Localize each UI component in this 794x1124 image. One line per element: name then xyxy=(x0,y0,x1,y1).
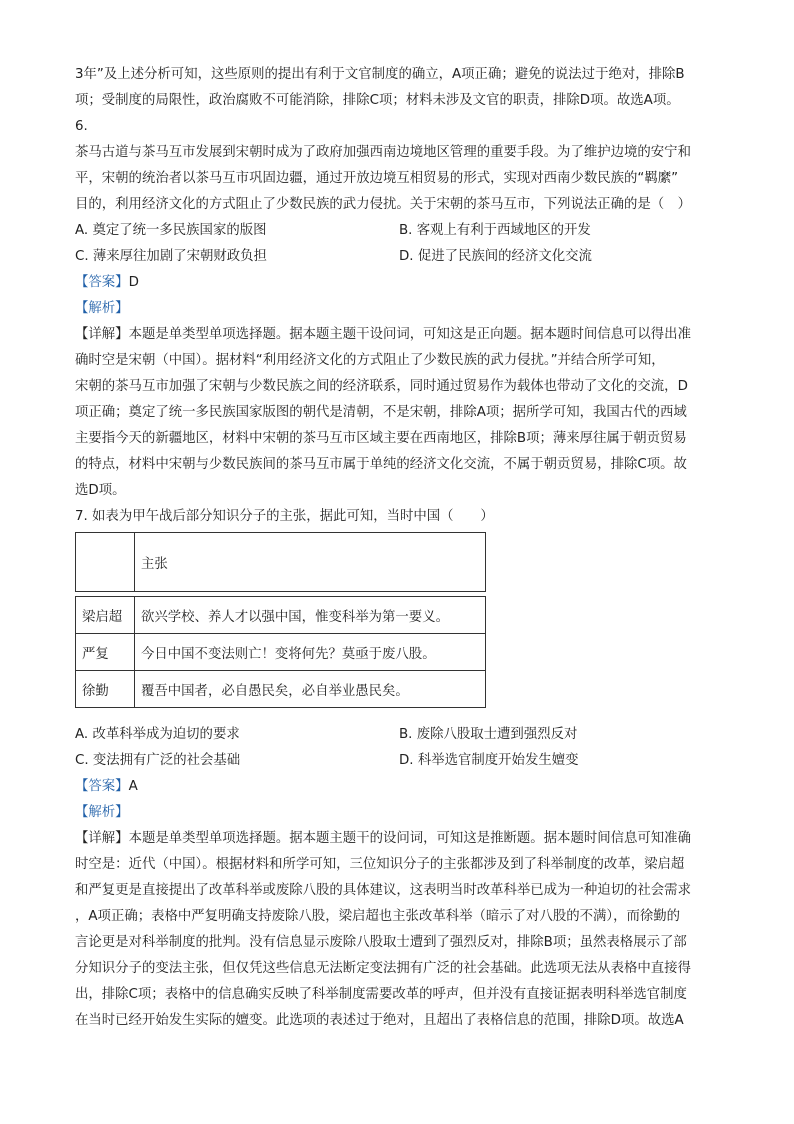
detail-line: 出，排除C项；表格中的信息确实反映了科举制度需要改革的呼声，但并没有直接证据表明科举选官制度 xyxy=(75,987,687,1002)
detail-line: 【详解】本题是单类型单项选择题。据本题主题干的设问词，可知这是推断题。据本题时间信息可知准确 xyxy=(75,831,691,846)
table-row xyxy=(76,671,486,708)
detail-tag: 【详解】 xyxy=(75,327,129,342)
question-7-stem: 7. 如表为甲午战后部分知识分子的主张，据此可知，当时中国（ ） xyxy=(75,509,494,524)
detail-line: ，A项正确；表格中严复明确支持废除八股，梁启超也主张改革科举（暗示了对八股的不满），而徐勤的 xyxy=(75,909,681,924)
question-6-stem: 茶马古道与茶马互市发展到宋朝时成为了政府加强西南边境地区管理的重要手段。为了维护边境的安宁和 xyxy=(75,145,691,160)
table-cell-name: 徐勤 xyxy=(76,671,135,708)
detail-line: 的特点，材料中宋朝与少数民族间的茶马互市属于单纯的经济文化交流，不属于朝贡贸易，排除C项。故 xyxy=(75,457,687,472)
option-c: C. 薄来厚往加剧了宋朝财政负担 xyxy=(75,249,267,264)
detail-line: 和严复更是直接提出了改革科举或废除八股的具体建议，这表明当时改革科举已成为一种迫切的社会需求 xyxy=(75,883,691,898)
question-6-options-row xyxy=(75,218,725,244)
analysis-tag: 【解析】 xyxy=(75,301,129,316)
detail-line: 主要指今天的新疆地区，材料中宋朝的茶马互市区域主要在西南地区，排除B项；薄来厚往属于朝贡贸易 xyxy=(75,431,687,446)
answer-tag: 【答案】 xyxy=(75,779,129,794)
option-b: B. 废除八股取士遭到强烈反对 xyxy=(399,727,578,742)
option-d: D. 促进了民族间的经济文化交流 xyxy=(399,249,592,264)
option-d: D. 科举选官制度开始发生嬗变 xyxy=(399,753,579,768)
question-6-number: 6. xyxy=(75,119,88,134)
option-a: A. 改革科举成为迫切的要求 xyxy=(75,727,240,742)
text-line: 3年”及上述分析可知，这些原则的提出有利于文官制度的确立，A项正确；避免的说法过于绝对，排除B xyxy=(75,67,685,82)
question-6-stem: 目的，利用经济文化的方式阻止了少数民族的武力侵扰。关于宋朝的茶马互市，下列说法正确的是（ ） xyxy=(75,197,691,212)
question-7-options-row xyxy=(75,748,725,774)
knowledge-table xyxy=(75,532,486,708)
answer-value: D xyxy=(128,275,139,290)
detail-line: 分知识分子的变法主张，但仅凭这些信息无法断定变法拥有广泛的社会基础。此选项无法从表格中直接得 xyxy=(75,961,691,976)
question-7-options-row xyxy=(75,722,725,748)
detail-line: 选D项。 xyxy=(75,483,126,498)
table-header-row xyxy=(76,533,486,592)
analysis-tag: 【解析】 xyxy=(75,805,129,820)
question-6-options-row xyxy=(75,244,725,270)
table-row xyxy=(76,597,486,634)
table-header-cell: 主张 xyxy=(135,533,486,592)
table-cell-claim: 覆吾中国者，必自愚民矣，必自举业愚民矣。 xyxy=(135,671,486,708)
answer-value: A xyxy=(128,779,138,794)
table-cell-name: 严复 xyxy=(76,634,135,671)
option-a: A. 奠定了统一多民族国家的版图 xyxy=(75,223,267,238)
answer-line xyxy=(75,270,725,296)
text-line: 项；受制度的局限性，政治腐败不可能消除，排除C项；材料未涉及文官的职责，排除D项。故选A项。 xyxy=(75,93,680,108)
detail-line: 【详解】本题是单类型单项选择题。据本题主题干设问词，可知这是正向题。据本题时间信息可以得出准 xyxy=(75,327,691,342)
detail-line: 宋朝的茶马互市加强了宋朝与少数民族之间的经济联系，同时通过贸易作为载体也带动了文化的交流，D xyxy=(75,379,688,394)
analysis-line xyxy=(75,800,725,826)
option-b: B. 客观上有利于西域地区的开发 xyxy=(399,223,591,238)
detail-line: 时空是：近代（中国）。根据材料和所学可知，三位知识分子的主张都涉及到了科举制度的改革，梁启超 xyxy=(75,857,685,872)
detail-tag: 【详解】 xyxy=(75,831,129,846)
table-header-cell xyxy=(76,533,135,592)
detail-line: 项正确；奠定了统一多民族国家版图的朝代是清朝，不是宋朝，排除A项；据所学可知，我国古代的西域 xyxy=(75,405,687,420)
answer-line xyxy=(75,774,725,800)
table-cell-claim: 欲兴学校、养人才以强中国，惟变科举为第一要义。 xyxy=(135,597,486,634)
table-cell-name: 梁启超 xyxy=(76,597,135,634)
detail-line: 确时空是宋朝（中国）。据材料“利用经济文化的方式阻止了少数民族的武力侵扰。”并结合所学可知， xyxy=(75,353,665,368)
analysis-line xyxy=(75,296,725,322)
table-row xyxy=(76,634,486,671)
question-6-stem: 平，宋朝的统治者以茶马互市巩固边疆，通过开放边境互相贸易的形式，实现对西南少数民族的“羁縻” xyxy=(75,171,679,186)
detail-line: 言论更是对科举制度的批判。没有信息显示废除八股取士遭到了强烈反对，排除B项；虽然表格展示了部 xyxy=(75,935,687,950)
table-cell-claim: 今日中国不变法则亡！变将何先？莫亟于废八股。 xyxy=(135,634,486,671)
document-page xyxy=(75,62,725,1034)
detail-line: 在当时已经开始发生实际的嬗变。此选项的表述过于绝对，且超出了表格信息的范围，排除D项。故选A xyxy=(75,1013,684,1028)
option-c: C. 变法拥有广泛的社会基础 xyxy=(75,753,241,768)
answer-tag: 【答案】 xyxy=(75,275,129,290)
